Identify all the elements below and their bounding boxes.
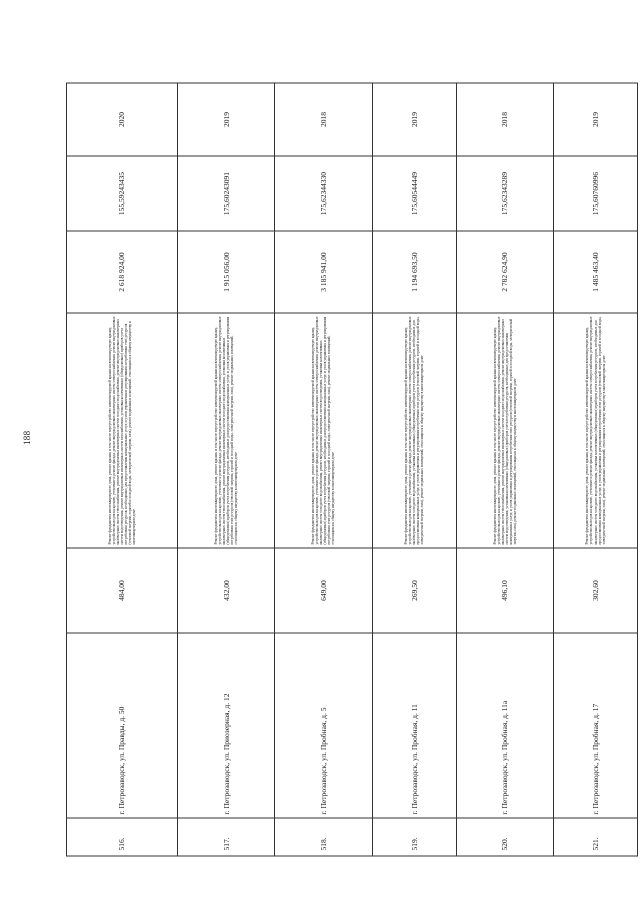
table-row [372,83,456,856]
cost-cell: 2 618 924,00 [67,231,178,313]
unit-cost-cell: 175,60760996 [554,156,638,231]
row-number: 516. [67,818,178,856]
row-number: 521. [554,818,638,856]
address-cell: г. Петрозаводск, ул. Пробная, д. 11 [372,633,456,818]
description-cell: Ремонт фундамента многоквартирного дома, ремонт крыши, в том числе переустройство невентилируемой крыши на вентилируемую крышу, устройство выходов на кровлю, утепление и ремонт фасада, ремонт внутридомовых инженерных систем электроснабжения, ремонт внутридомовых инженерных систем теплоснабжения, ремонт внутридомовых инженерных систем холодного водоснабжения, ремонт внутридомовых инженерных систем водоотведения, установка коллективных (общедомовых) приборов учета потребления ресурсов, необходимых для предоставления коммунальных услуг, и узлов управления и регулирования потребления этих ресурсов (тепловой энергии, горячей и холодной воды, электрической энергии, газа), ремонт подвальных помещений, относящихся к общему имуществу в многоквартирном доме [456,313,553,548]
description-cell: Ремонт фундамента многоквартирного дома, ремонт крыши, в том числе переустройство невентилируемой крыши на вентилируемую крышу, устройство выходов на кровлю, утепление и ремонт фасада, ремонт внутридомовых инженерных систем электроснабжения, ремонт внутридомовых инженерных систем холодного водоснабжения, установка коллективных (общедомовых) приборов учета потребления ресурсов, необходимых для предоставления коммунальных услуг, и узлов управления и регулирования потребления этих ресурсов (тепловой энергии, горячей и холодной воды, электрической энергии, газа), ремонт подвальных помещений, относящихся к общему имуществу в многоквартирном доме [554,313,638,548]
table-row [67,83,178,856]
cost-cell: 1 485 463,40 [554,231,638,313]
cost-cell: 3 185 941,00 [275,231,372,313]
unit-cost-cell: 155,59243435 [67,156,178,231]
year-cell: 2018 [456,83,553,156]
area-cell: 649,00 [275,548,372,633]
cost-cell: 1 194 693,50 [372,231,456,313]
page-number: 188 [22,430,32,445]
year-cell: 2019 [177,83,274,156]
area-cell: 269,50 [372,548,456,633]
description-cell: Ремонт фундамента многоквартирного дома, ремонт крыши, в том числе переустройство невентилируемой крыши на вентилируемую крышу, устройство выходов на кровлю, утепление и ремонт фасада, ремонт внутридомовых инженерных систем электроснабжения, ремонт внутридомовых инженерных систем холодного водоснабжения, ремонт внутридомовых инженерных систем водоотведения, установка коллективных (общедомовых) приборов учета потребления ресурсов, необходимых для предоставления коммунальных услуг, и узлов управления и регулирования потребления этих ресурсов (тепловой энергии, горячей и холодной воды, электрической энергии, газа), ремонт подвальных помещений, относящихся к общему имуществу в многоквартирном доме [275,313,372,548]
address-cell: г. Петрозаводск, ул. Пробная, д. 5 [275,633,372,818]
row-number: 519. [372,818,456,856]
unit-cost-cell: 175,62343289 [456,156,553,231]
area-cell: 302,60 [554,548,638,633]
unit-cost-cell: 175,60544449 [372,156,456,231]
description-cell: Ремонт фундамента многоквартирного дома, ремонт крыши, в том числе переустройство невентилируемой крыши на вентилируемую крышу, устройство выходов на кровлю, утепление и ремонт фасада, ремонт внутридомовых инженерных систем электроснабжения, ремонт внутридомовых инженерных систем теплоснабжения, ремонт внутридомовых инженерных систем холодного водоснабжения, установка коллективных (общедомовых) приборов учета потребления ресурсов, необходимых для предоставления коммунальных услуг, и узлов управления и регулирования потребления этих ресурсов (тепловой энергии, горячей и холодной воды, электрической энергии, газа), ремонт подвальных помещений, относящихся к общему имуществу в многоквартирном доме [177,313,274,548]
row-number: 518. [275,818,372,856]
description-cell: Ремонт фундамента многоквартирного дома, ремонт крыши, в том числе переустройство невентилируемой крыши на вентилируемую крышу, устройство выходов на кровлю, утепление и ремонт фасада, ремонт внутридомовых инженерных систем электроснабжения, ремонт внутридомовых инженерных систем холодного водоснабжения, установка коллективных (общедомовых) приборов учета потребления ресурсов, необходимых для предоставления коммунальных услуг, и узлов управления и регулирования потребления этих ресурсов (тепловой энергии, горячей и холодной воды, электрической энергии, газа), ремонт подвальных помещений, относящихся к общему имуществу в многоквартирном доме [372,313,456,548]
address-cell: г. Петрозаводск, ул. Пробная, д. 17 [554,633,638,818]
address-cell: г. Петрозаводск, ул. Пробная, д. 11а [456,633,553,818]
cost-cell: 1 915 056,00 [177,231,274,313]
row-number: 520. [456,818,553,856]
area-cell: 496,10 [456,548,553,633]
repair-table [66,83,638,857]
row-number: 517. [177,818,274,856]
table-row [554,83,638,856]
description-cell: Ремонт фундамента многоквартирного дома, ремонт крыши, в том числе переустройство невентилируемой крыши на вентилируемую крышу, устройство выходов на кровлю, утепление и ремонт фасада, ремонт внутридомовых инженерных систем электроснабжения, ремонт внутридомовых инженерных систем теплоснабжения, ремонт внутридомовых инженерных систем холодного водоснабжения, ремонт внутридомовых инженерных систем водоотведения, ремонт внутридомовых инженерных систем газоснабжения, установка коллективных (общедомовых) приборов учета потребления ресурсов, необходимых для предоставления коммунальных услуг, и узлов управления и регулирования потребления этих ресурсов (тепловой энергии, горячей и холодной воды, электрической энергии, газа), ремонт подвальных помещений, относящихся к общему имуществу в многоквартирном доме [67,313,178,548]
area-cell: 484,00 [67,548,178,633]
year-cell: 2019 [554,83,638,156]
year-cell: 2018 [275,83,372,156]
address-cell: г. Петрозаводск, ул. Приозерная, д. 12 [177,633,274,818]
address-cell: г. Петрозаводск, ул. Правды, д. 50 [67,633,178,818]
unit-cost-cell: 175,62344330 [275,156,372,231]
table-row [275,83,372,856]
area-cell: 432,00 [177,548,274,633]
year-cell: 2020 [67,83,178,156]
rotated-sheet [66,84,638,857]
unit-cost-cell: 175,60243091 [177,156,274,231]
year-cell: 2019 [372,83,456,156]
cost-cell: 2 782 624,90 [456,231,553,313]
table-row [177,83,274,856]
table-row [456,83,553,856]
